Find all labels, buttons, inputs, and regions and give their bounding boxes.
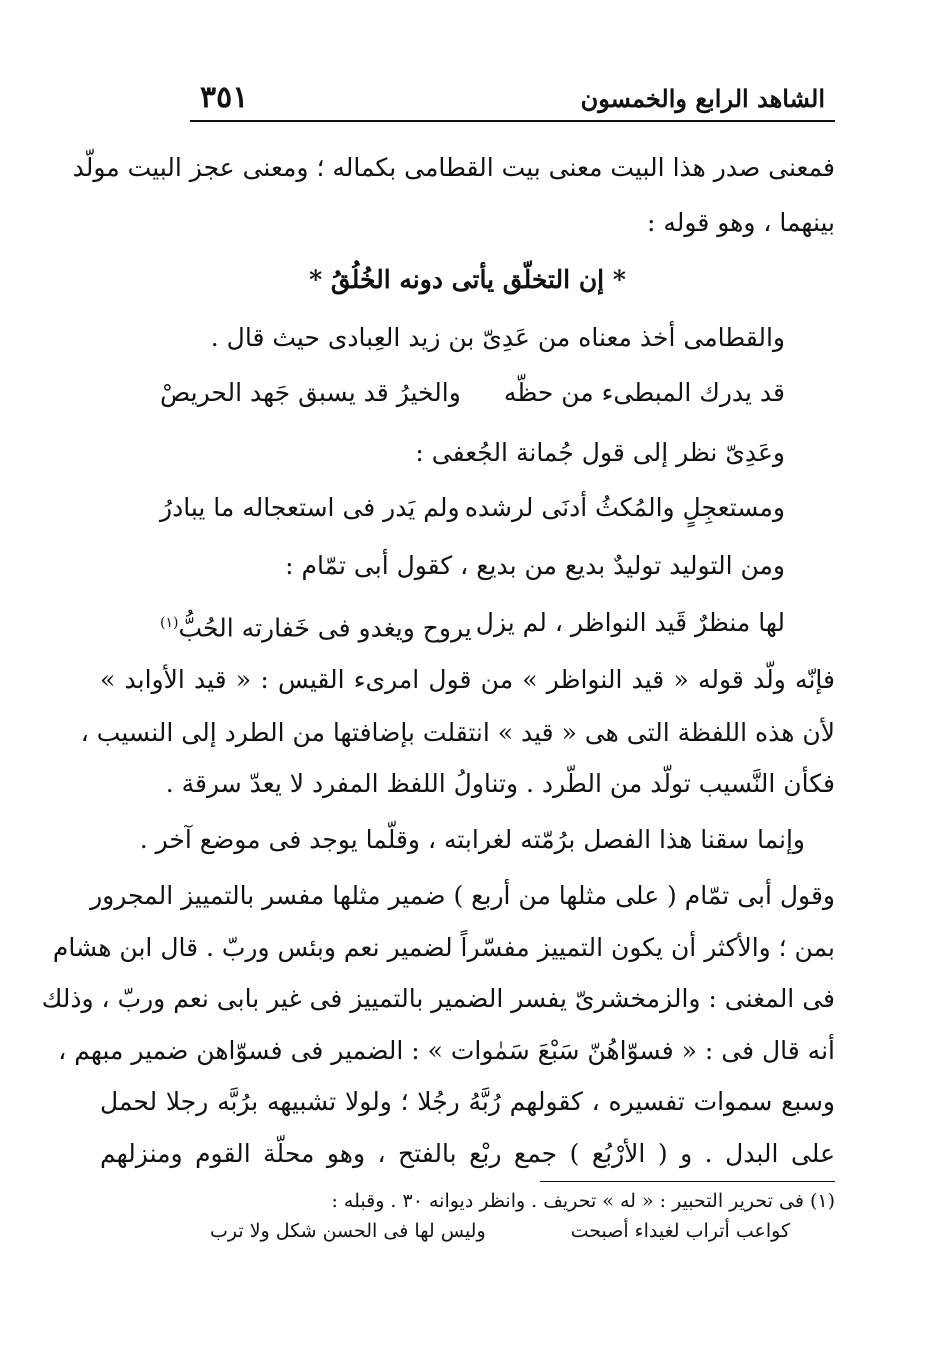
footnote-verse [210,1217,790,1247]
running-head: الشاهد الرابع والخمسون [580,84,825,113]
text-line: فمعنى صدر هذا البيت معنى بيت القطامى بكماله ؛ ومعنى عجز البيت مولّد [72,153,835,182]
verse-hemistich-second [160,603,472,648]
footnote-divider [540,1181,835,1182]
text-line: والقطامى أخذ معناه من عَدِىّ بن زيد العِبادى حيث قال . [210,323,785,352]
verse-hemistich-first: لها منظرٌ قَيد النواظر ، لم يزل [475,608,785,637]
page-header [190,80,835,122]
verse-line [100,603,835,643]
text-line: أنه قال فى : « فسوّاهُنّ سَبْعَ سَمٰوات » : الضمير فى فسوّاهن ضمير مبهم ، [58,1036,835,1065]
verse-hemistich-second: ولم يَدر فى استعجاله ما يبادرُ [160,493,460,522]
text-line: ومن التوليد توليدٌ بديع من بديع ، كقول أبى تمّام : [285,551,785,580]
verse-hemistich-first: ومستعجِلٍ والمُكثُ أدنَى لرشده [464,493,785,522]
verse-hemistich-first: كواعب أتراب لغيداء أصبحت [570,1220,790,1242]
verse-hemistich-first: قد يدرك المبطىء من حظّه [503,378,785,407]
text-line: لأن هذه اللفظة التى هى « قيد » انتقلت بإضافتها من الطرد إلى النسيب ، [80,718,835,747]
text-line: وعَدِىّ نظر إلى قول جُمانة الجُعفى : [415,438,785,467]
footnote-text: (١) فى تحرير التحبير : « له » تحريف . وانظر ديوانه ٣٠ . وقبله : [331,1190,835,1212]
verse-text: يروح ويغدو فى خَفارته الحُبُّ [178,613,472,643]
text-line: فإنّه ولّد قوله « قيد النواظر » من قول امرىء القيس : « قيد الأوابد » [100,665,835,694]
text-line: بمن ؛ والأكثر أن يكون التمييز مفسّراً لضمير نعم وبئس وربّ . قال ابن هشام [52,933,835,962]
verse-line [100,373,835,413]
text-line: وقول أبى تمّام ( على مثلها من أربع ) ضمير مثلها مفسر بالتمييز المجرور [90,881,835,910]
text-line: وإنما سقنا هذا الفصل برُمّته لغرابته ، وقلّما يوجد فى موضع آخر . [139,825,805,854]
text-line: وسبع سموات تفسيره ، كقولهم رُبَّهُ رجُلا ؛ ولولا تشبيهه برُبَّه رجلا لحمل [100,1087,835,1116]
quoted-hemistich: * إن التخلّق يأتى دونه الخُلُقُ * [309,265,626,294]
text-line: فكأن النَّسيب تولّد من الطّرد . وتناولُ اللفظ المفرد لا يعدّ سرقة . [165,769,835,798]
verse-hemistich-second: والخيرُ قد يسبق جَهد الحريصْ [160,378,461,407]
footnote-ref: (١) [160,615,179,631]
verse-line [100,488,835,528]
text-line: فى المغنى : والزمخشرىّ يفسر الضمير بالتمييز فى غير بابى نعم وربّ ، وذلك [41,984,835,1013]
page-number: ٣٥١ [200,80,249,115]
text-line: بينهما ، وهو قوله : [647,208,835,237]
text-line: على البدل . و ( الأرْبُع ) جمع ربْع بالفتح ، وهو محلّة القوم ومنزلهم [100,1139,835,1168]
verse-hemistich-second: وليس لها فى الحسن شكل ولا ترب [210,1220,486,1242]
